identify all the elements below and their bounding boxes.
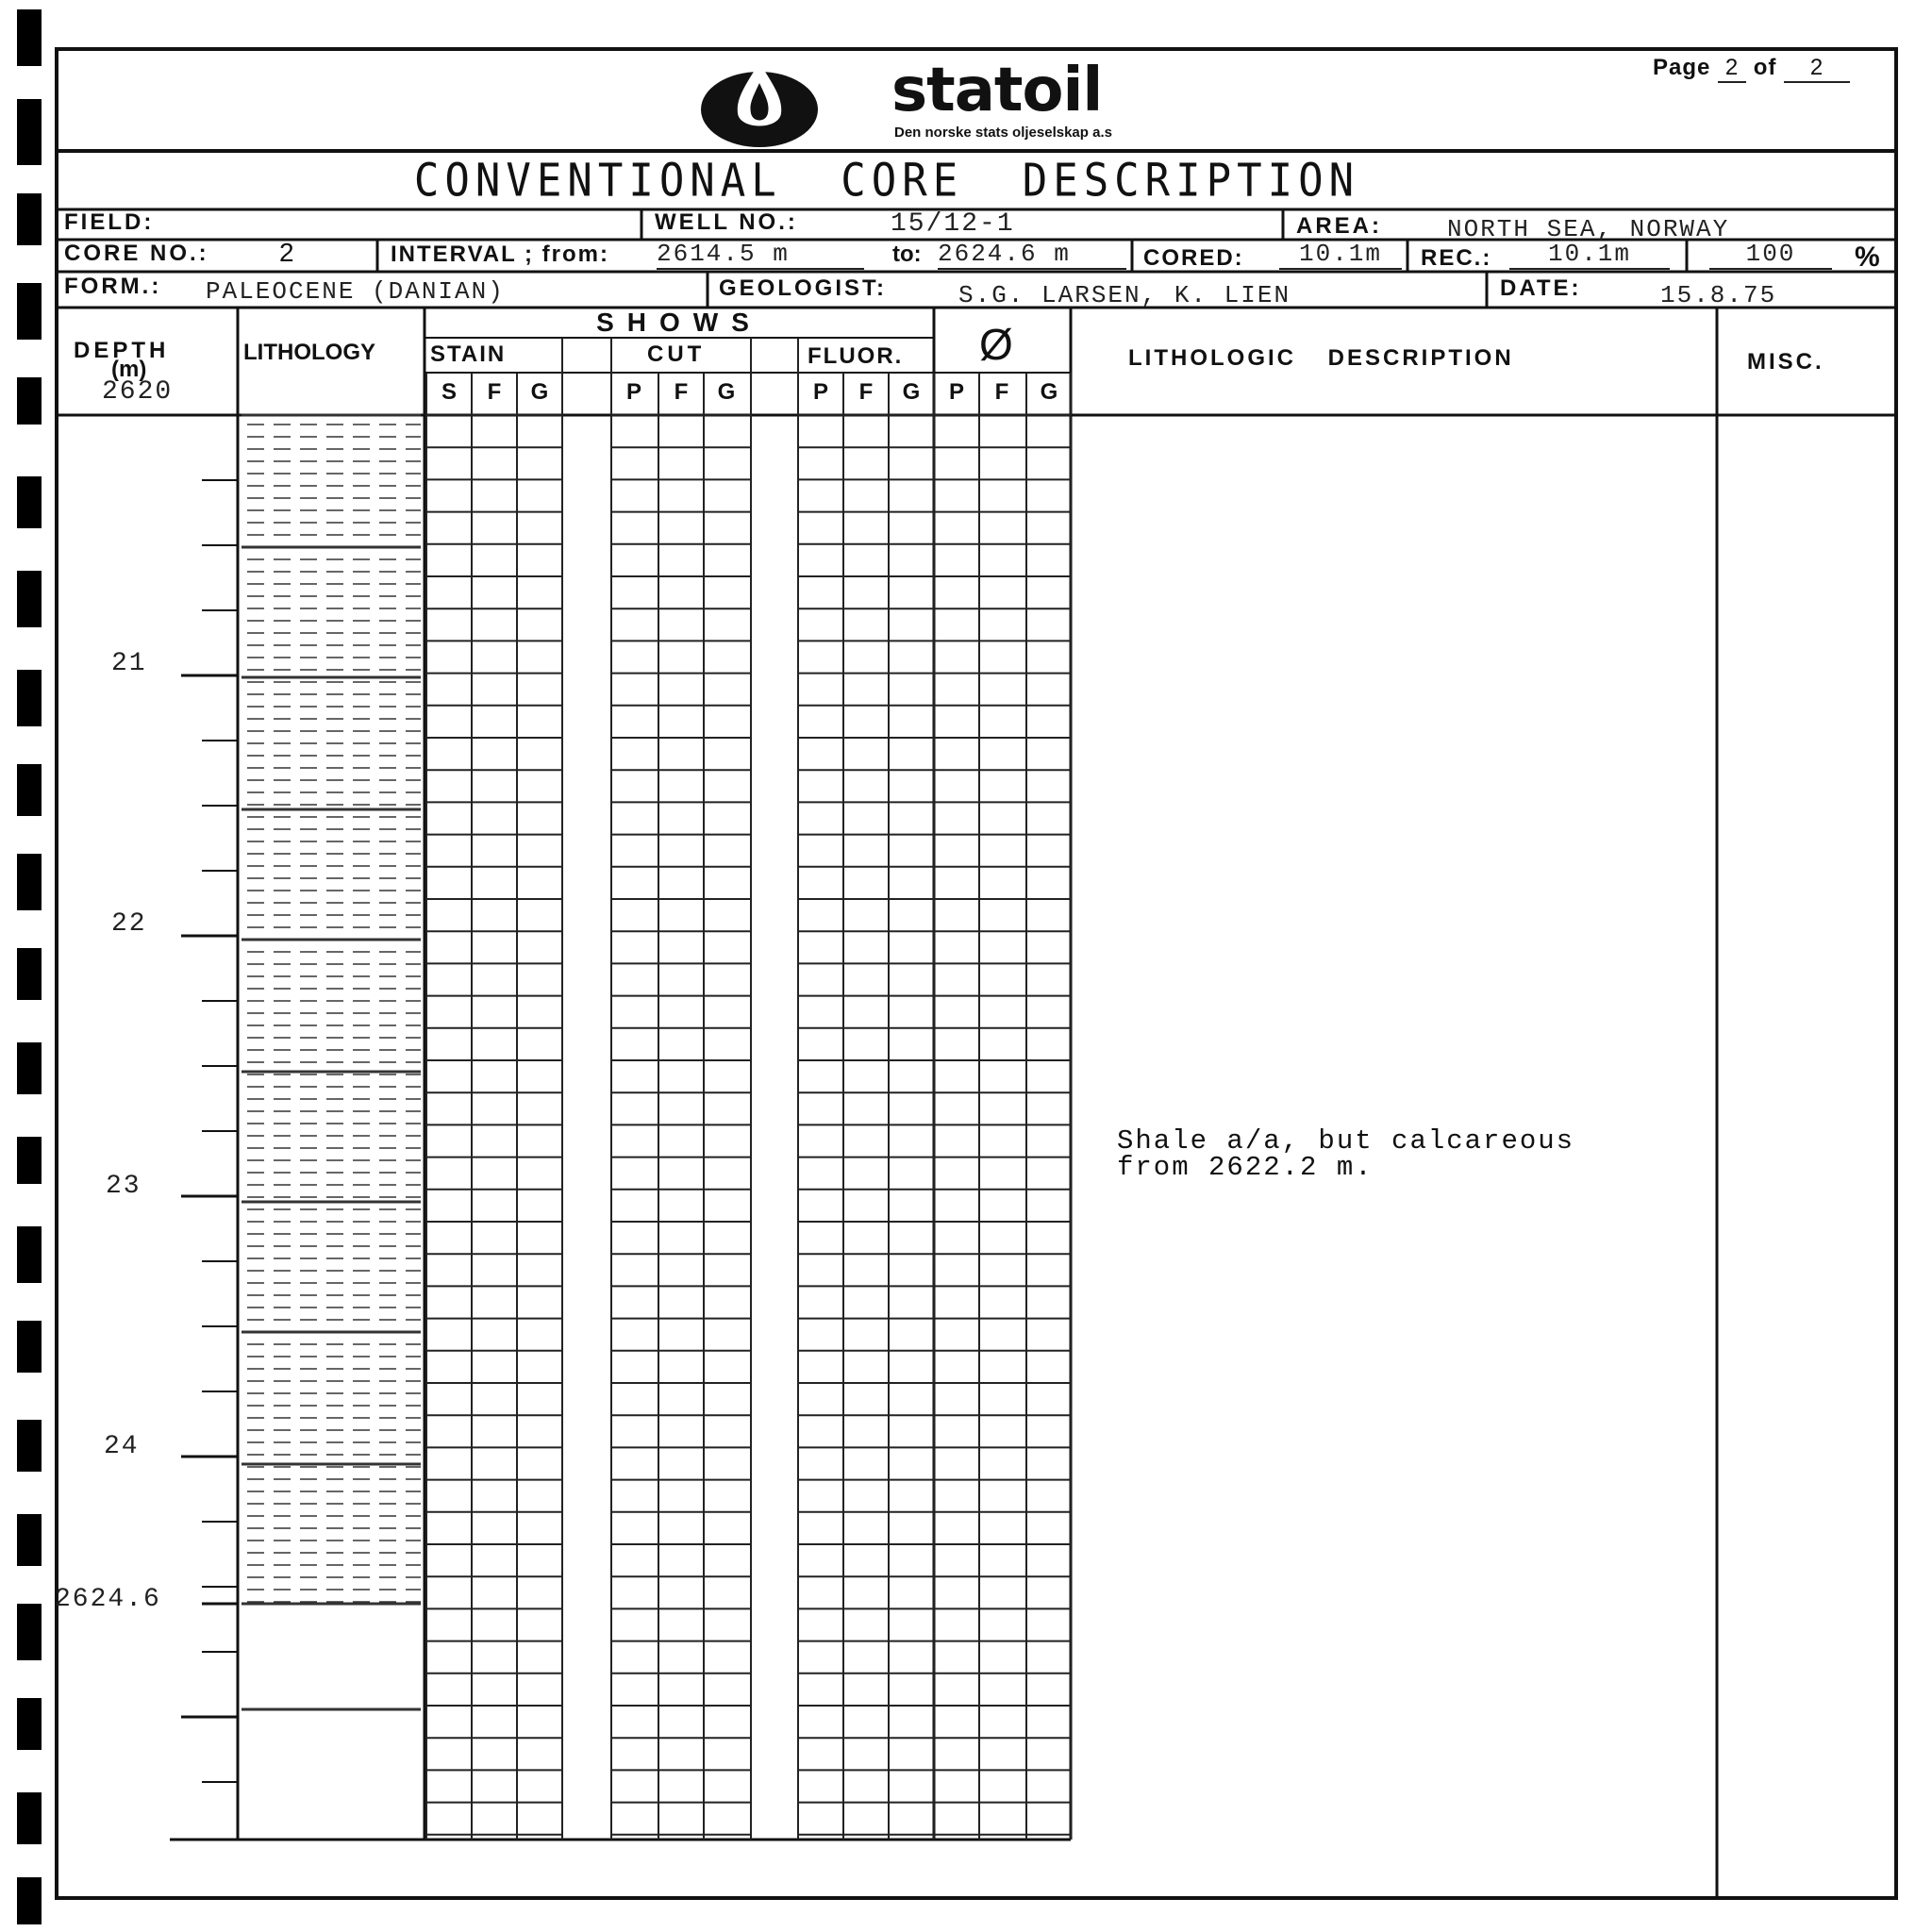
area-label: AREA: — [1296, 213, 1382, 239]
core-no-label: CORE NO.: — [64, 241, 209, 266]
cut-sub-p: P — [625, 379, 641, 405]
geologist-value: S.G. LARSEN, K. LIEN — [958, 281, 1291, 309]
depth-start: 2620 — [102, 377, 174, 407]
stain-header: STAIN — [430, 341, 507, 367]
depth-unit: (m) — [111, 357, 147, 382]
fluor-sub-g: G — [902, 379, 921, 405]
recovery-percent-value: 100 — [1709, 240, 1832, 270]
description-line-1: Shale a/a, but calcareous — [1117, 1125, 1575, 1157]
statoil-drop-icon — [698, 55, 821, 149]
interval-label: INTERVAL ; from: — [391, 242, 610, 267]
lithology-header: LITHOLOGY — [243, 340, 375, 365]
fluor-sub-p: P — [812, 379, 828, 405]
depth-label-21: 21 — [111, 649, 147, 678]
statoil-logo — [698, 55, 1226, 149]
porosity-sub-f: F — [994, 379, 1009, 405]
description-line-2: from 2622.2 m. — [1117, 1152, 1374, 1183]
cored-label: CORED: — [1143, 245, 1244, 271]
fluor-header: FLUOR. — [808, 343, 904, 369]
stain-sub-g: G — [530, 379, 549, 405]
page-total: 2 — [1784, 55, 1850, 83]
porosity-sub-p: P — [948, 379, 964, 405]
cored-value: 10.1m — [1279, 240, 1402, 270]
cut-header: CUT — [647, 341, 706, 367]
depth-header: DEPTH — [74, 338, 170, 363]
rec-label: REC.: — [1421, 245, 1492, 271]
interval-to-value: 2624.6 m — [938, 240, 1126, 270]
stain-sub-s: S — [441, 379, 457, 405]
rec-value: 10.1m — [1509, 240, 1670, 270]
geologist-label: GEOLOGIST: — [719, 275, 888, 301]
logo-wordmark: statoil — [891, 56, 1103, 125]
stain-sub-f: F — [487, 379, 502, 405]
porosity-sub-g: G — [1040, 379, 1058, 405]
cut-sub-f: F — [674, 379, 689, 405]
date-value: 15.8.75 — [1660, 281, 1777, 309]
depth-label-24: 24 — [104, 1432, 140, 1461]
field-label: FIELD: — [64, 209, 155, 235]
area-value: NORTH SEA, NORWAY — [1447, 215, 1730, 243]
shows-header: SHOWS — [596, 308, 762, 337]
fluor-sub-f: F — [858, 379, 874, 405]
cut-sub-g: G — [717, 379, 736, 405]
page-number — [1653, 55, 1850, 83]
interval-to-label: to: — [892, 242, 922, 267]
depth-label-22: 22 — [111, 909, 147, 939]
well-no-label: WELL NO.: — [655, 209, 798, 235]
interval-from-value: 2614.5 m — [657, 240, 864, 270]
page-of-label: of — [1753, 55, 1777, 80]
percent-sign: % — [1855, 242, 1880, 273]
lithologic-description-header: LITHOLOGIC DESCRIPTION — [1128, 345, 1514, 371]
porosity-header: Ø — [979, 320, 1013, 369]
formation-value: PALEOCENE (DANIAN) — [206, 277, 505, 306]
formation-label: FORM.: — [64, 274, 162, 299]
form-title: CONVENTIONAL CORE DESCRIPTION — [413, 154, 1360, 208]
page-label: Page — [1653, 55, 1711, 80]
page-current: 2 — [1718, 55, 1746, 83]
misc-header: MISC. — [1747, 349, 1824, 375]
depth-label-23: 23 — [106, 1172, 142, 1201]
well-no-value: 15/12-1 — [891, 209, 1015, 239]
core-no-value: 2 — [279, 238, 294, 267]
logo-tagline: Den norske stats oljeselskap a.s — [894, 125, 1112, 141]
date-label: DATE: — [1500, 275, 1582, 301]
lithologic-description-text — [1117, 1125, 1575, 1183]
depth-label-core-bottom: 2624.6 — [55, 1585, 161, 1614]
